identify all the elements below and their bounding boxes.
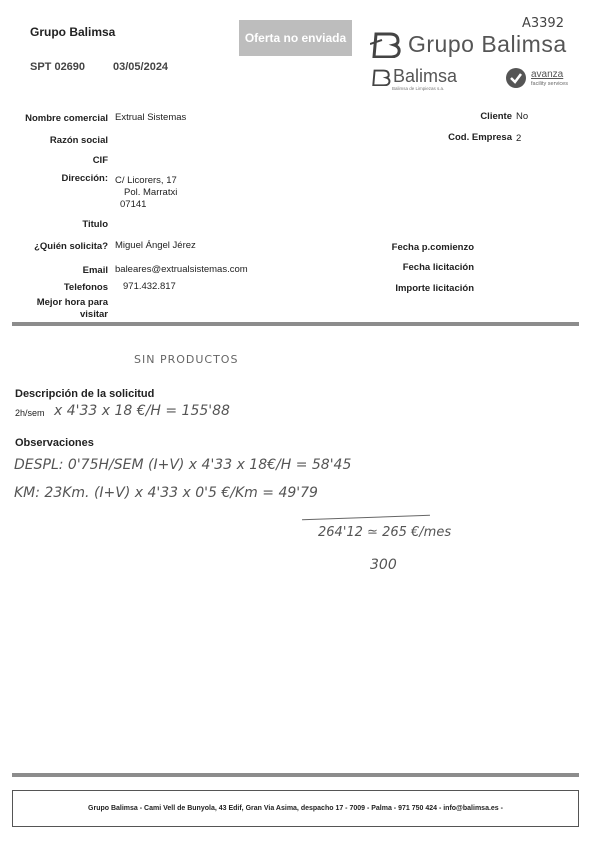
cod-empresa-label: Cod. Empresa: [448, 132, 512, 143]
observaciones-title: Observaciones: [15, 437, 94, 449]
footer-text: Grupo Balimsa - Cami Vell de Bunyola, 43 Edif, Gran Via Asima, despacho 17 - 7009 - Palma - 971 750 424 - info@balimsa.es -: [88, 805, 503, 812]
balimsa-logo-text: Balimsa: [393, 66, 458, 86]
balimsa-logo-sub: Balimsa de Limpiezas s.a.: [392, 86, 445, 91]
handwritten-sin-productos: SIN PRODUCTOS: [134, 353, 239, 366]
razon-social-label: Razón social: [49, 135, 108, 146]
descripcion-title: Descripción de la solicitud: [15, 388, 155, 400]
handwritten-reference: A3392: [522, 16, 564, 31]
cliente-value: No: [516, 111, 529, 122]
descripcion-value: 2h/sem: [15, 408, 45, 418]
nombre-comercial-label: Nombre comercial: [25, 113, 108, 124]
cod-empresa-value: 2: [516, 133, 522, 144]
email-label: Email: [82, 265, 108, 276]
footer-box: [12, 790, 579, 827]
observaciones-line2: KM: 23Km. (I+V) x 4'33 x 0'5 €/Km = 49'79: [14, 485, 318, 501]
oferta-status-label: Oferta no enviada: [244, 31, 347, 45]
email-value: baleares@extrualsistemas.com: [115, 264, 248, 275]
nombre-comercial-value: Extrual Sistemas: [115, 112, 187, 123]
oferta-status-button[interactable]: [239, 20, 352, 56]
balimsa-logo-icon: [370, 68, 392, 91]
company-name: Grupo Balimsa: [30, 25, 116, 39]
mejor-hora-label-1: Mejor hora para: [36, 297, 108, 308]
titulo-label: Titulo: [82, 219, 108, 230]
direccion-line1: C/ Licorers, 17: [115, 175, 177, 186]
grupo-balimsa-logo-text: Grupo Balimsa: [408, 31, 567, 57]
cif-label: CIF: [92, 155, 108, 166]
mejor-hora-label-2: visitar: [80, 309, 108, 320]
avanza-logo-text: avanza: [531, 69, 564, 80]
direccion-label: Dirección:: [61, 173, 108, 184]
balimsa-b-icon: [370, 30, 402, 58]
fecha-licitacion-label: Fecha licitación: [402, 262, 474, 273]
avanza-logo-sub: facility services: [531, 81, 568, 87]
section-divider-top: [12, 322, 579, 326]
descripcion-handwritten: x 4'33 x 18 €/H = 155'88: [54, 403, 230, 419]
telefonos-value: 971.432.817: [123, 281, 176, 292]
grupo-balimsa-logo: [370, 30, 402, 63]
document-date: 03/05/2024: [113, 61, 169, 73]
quien-solicita-label: ¿Quién solicita?: [34, 241, 108, 252]
sum-line: [302, 515, 430, 520]
direccion-line2: Pol. Marratxi: [124, 187, 178, 198]
section-divider-bottom: [12, 773, 579, 777]
importe-licitacion-label: Importe licitación: [395, 283, 474, 294]
fecha-comienzo-label: Fecha p.comienzo: [391, 242, 474, 253]
quien-solicita-value: Miguel Ángel Jérez: [115, 240, 196, 251]
avanza-check-icon: [506, 68, 526, 88]
cliente-label: Cliente: [480, 111, 512, 122]
telefonos-label: Telefonos: [63, 282, 108, 293]
observaciones-total: 264'12 ≃ 265 €/mes: [318, 525, 452, 540]
observaciones-line1: DESPL: 0'75H/SEM (I+V) x 4'33 x 18€/H = 58'45: [14, 457, 352, 473]
document-code: SPT 02690: [30, 61, 86, 73]
direccion-line3: 07141: [120, 199, 147, 210]
observaciones-round: 300: [370, 557, 397, 573]
